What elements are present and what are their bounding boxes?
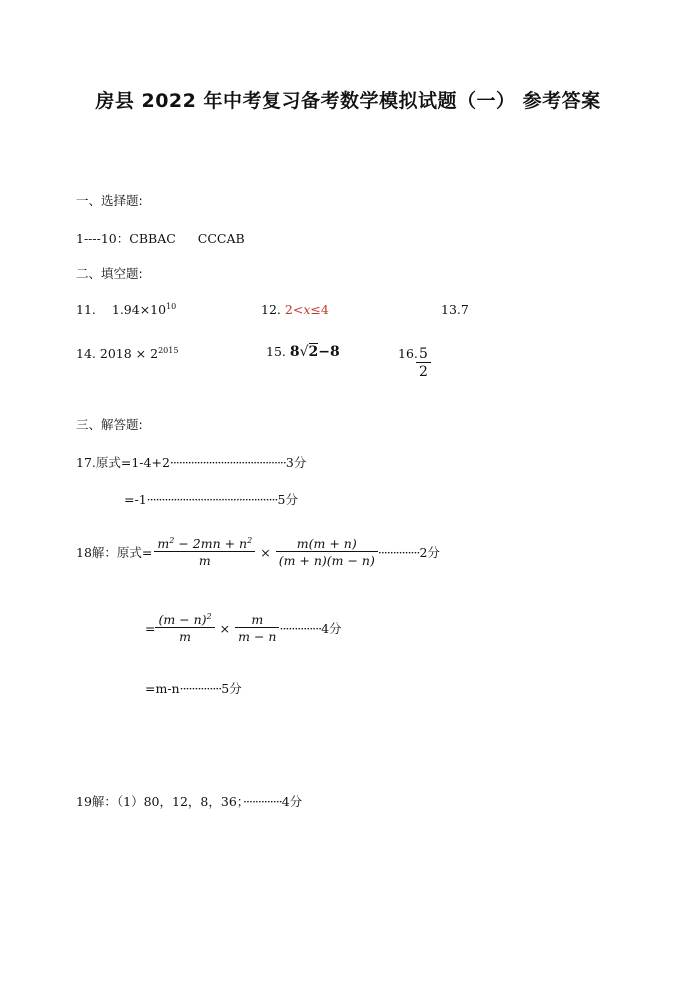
- q12-op1: <: [292, 302, 304, 317]
- choice-group-1: CBBAC: [129, 231, 176, 246]
- q18-fraction-3: [155, 612, 214, 644]
- section-solve-heading: 三、解答题:: [76, 417, 143, 432]
- f2-denominator: (m + n)(m − n): [276, 551, 378, 568]
- q11-exponent: 10: [166, 302, 177, 311]
- f1-num-a-exp: 2: [169, 536, 175, 545]
- q18-score-2: 4分: [321, 621, 342, 637]
- q17-expression: 17.原式=1-4+2: [76, 455, 170, 470]
- q14-base: 2018 × 2: [99, 346, 159, 362]
- q17-line-2: [124, 490, 298, 508]
- q12-left: 2: [284, 302, 293, 317]
- f1-denominator: m: [154, 551, 255, 568]
- leader-dots: ··············: [377, 544, 420, 560]
- q19-answer: 19解：（1）80，12，8，36；: [76, 794, 244, 809]
- q18-line-3: [145, 679, 242, 697]
- q12-variable: x: [303, 302, 311, 317]
- page-title: 房县 2022 年中考复习备考数学模拟试题（一） 参考答案: [95, 90, 601, 112]
- q15-tail: −8: [318, 344, 340, 360]
- f4-numerator: m: [251, 612, 264, 628]
- q17-score-1: 3分: [285, 455, 307, 470]
- f3-denominator: m: [155, 627, 214, 644]
- f1-num-b: n: [239, 536, 248, 552]
- answer-15: [266, 344, 340, 360]
- f1-num-b-exp: 2: [247, 536, 253, 545]
- q18-score-3: 5分: [221, 681, 242, 696]
- q12-op2: ≤: [310, 302, 321, 317]
- q18-line-2: [145, 612, 342, 644]
- q16-fraction: [416, 346, 431, 380]
- q11-base: 1.94×10: [111, 302, 167, 318]
- q18-fraction-2: [276, 536, 378, 568]
- q18-label: 18解：原式=: [76, 545, 153, 561]
- q12-right: 4: [320, 302, 329, 317]
- f4-denominator: m − n: [235, 627, 279, 644]
- f3-numerator-exp: 2: [206, 612, 212, 621]
- answer-12: [261, 302, 329, 317]
- q17-line-1: [76, 453, 306, 471]
- leader-dots: ·············: [243, 794, 282, 809]
- q18-line-2-prefix: =: [145, 620, 156, 636]
- q16-label: 16.: [398, 346, 418, 361]
- section-choice-heading: 一、选择题:: [76, 193, 143, 208]
- q19-line: [76, 792, 302, 810]
- sqrt-icon: √: [299, 344, 309, 360]
- f2-numerator: m(m + n): [296, 536, 357, 552]
- f3-numerator: (m − n): [158, 612, 207, 628]
- times-symbol: ×: [219, 620, 231, 636]
- q18-score-1: 2分: [419, 545, 440, 561]
- leader-dots: ··············: [179, 681, 222, 696]
- leader-dots: ··············: [279, 620, 322, 636]
- answer-13: 13.7: [441, 302, 469, 317]
- answer-14: [76, 346, 178, 361]
- q11-label: 11.: [76, 302, 96, 318]
- q17-result: =-1: [124, 492, 147, 507]
- q12-label: 12.: [261, 302, 281, 317]
- q15-coefficient: 8: [289, 344, 300, 360]
- f1-num-a: m: [157, 536, 170, 552]
- f1-num-mid: − 2mn +: [174, 536, 240, 552]
- q15-radicand: 2: [308, 344, 319, 360]
- q15-label: 15.: [266, 344, 286, 359]
- times-symbol: ×: [260, 544, 271, 560]
- answer-16: [398, 346, 418, 361]
- leader-dots: ·······································: [169, 455, 286, 470]
- answer-11: [76, 302, 176, 317]
- q16-numerator: 5: [419, 346, 428, 362]
- q17-score-2: 5分: [277, 492, 298, 507]
- q14-exponent: 2015: [158, 346, 179, 355]
- choice-answers: [76, 229, 245, 247]
- q18-fraction-4: [235, 612, 279, 644]
- q18-line-1: [76, 536, 440, 568]
- q18-result: =m-n: [145, 681, 180, 696]
- q18-fraction-1: [154, 536, 255, 568]
- q19-score: 4分: [281, 794, 303, 809]
- leader-dots: ············································: [146, 492, 278, 507]
- q16-denominator: 2: [416, 362, 431, 380]
- section-fill-heading: 二、填空题:: [76, 266, 143, 281]
- choice-range: 1----10：: [76, 231, 130, 246]
- q14-label: 14.: [76, 346, 96, 362]
- choice-group-2: CCCAB: [197, 231, 245, 246]
